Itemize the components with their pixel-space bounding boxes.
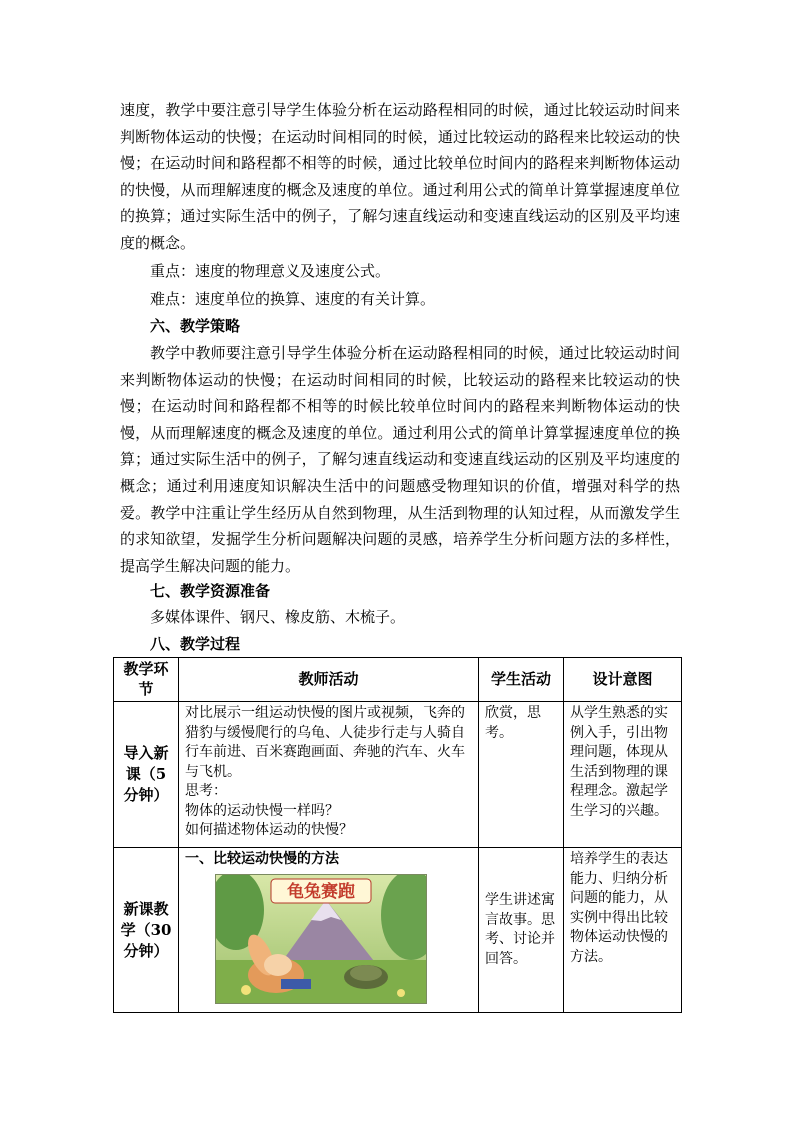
section-7-title: 七、教学资源准备	[150, 582, 271, 600]
intro-paragraph: 速度，教学中要注意引导学生体验分析在运动路程相同的时候，通过比较运动时间来判断物体运动的快慢；在运动时间相同的时候，通过比较运动的路程来比较运动的快慢；在运动时间和路程都不相等的时候，通过比较单位时间内的路程来判断物体运动的快慢，从而理解速度的概念及速度的单位。通过利用公式的简单计算掌握速度单位的换算；通过实际生活中的例子，了解匀速直线运动和变速直线运动的区别及平均速度的概念。	[120, 101, 680, 252]
row2-teacher-activity	[179, 848, 479, 1013]
table-header-row	[114, 658, 682, 702]
row1-teacher-line: 如何描述物体运动的快慢？	[185, 822, 353, 838]
row1-teacher-line: 思考：	[185, 783, 227, 799]
row2-design-intent: 培养学生的表达能力、归纳分析问题的能力，从实例中得出比较物体运动快慢的方法。	[564, 848, 682, 1013]
table-row	[114, 702, 682, 848]
section-7-text: 多媒体课件、钢尺、橡皮筋、木梳子。	[150, 608, 406, 626]
row1-student-activity: 欣赏，思考。	[479, 702, 564, 848]
teaching-process-table	[113, 657, 682, 1013]
header-student-activity: 学生活动	[479, 658, 564, 702]
row1-stage: 导入新课（5分钟）	[114, 702, 179, 848]
section-8-title: 八、教学过程	[150, 635, 241, 653]
section-6-title: 六、教学策略	[150, 317, 241, 335]
header-stage: 教学环节	[114, 658, 179, 702]
difficult-point: 难点：速度单位的换算、速度的有关计算。	[150, 290, 436, 308]
table-row	[114, 848, 682, 1013]
row2-stage: 新课教学（30分钟）	[114, 848, 179, 1013]
section-6-text: 教学中教师要注意引导学生体验分析在运动路程相同的时候，通过比较运动时间来判断物体运动的快慢；在运动时间相同的时候，比较运动的路程来比较运动的快慢；在运动时间和路程都不相等的时候比较单位时间内的路程来判断物体运动的快慢，从而理解速度的概念及速度的单位。通过利用公式的简单计算掌握速度单位的换算；通过实际生活中的例子，了解匀速直线运动和变速直线运动的区别及平均速度的概念；通过利用速度知识解决生活中的问题感受物理知识的价值，增强对科学的热爱。教学中注重让学生经历从自然到物理，从生活到物理的认知过程，从而激发学生的求知欲望，发掘学生分析问题解决问题的灵感，培养学生分析问题方法的多样性，提高学生解决问题的能力。	[120, 344, 680, 575]
picture-title: 龟兔赛跑	[287, 881, 355, 902]
header-teacher-activity: 教师活动	[179, 658, 479, 702]
row2-teacher-heading: 一、比较运动快慢的方法	[185, 851, 339, 867]
tortoise-hare-picture	[216, 875, 426, 1003]
row1-teacher-line: 物体的运动快慢一样吗？	[185, 802, 339, 819]
row1-design-intent: 从学生熟悉的实例入手，引出物理问题，体现从生活到物理的课程理念。激起学生学习的兴趣。	[564, 702, 682, 848]
tortoise-hare-illustration	[215, 874, 427, 1004]
row2-student-activity: 学生讲述寓言故事。思考、讨论并回答。	[479, 848, 564, 1013]
row1-teacher-activity	[179, 702, 479, 848]
header-design-intent: 设计意图	[564, 658, 682, 702]
row1-teacher-line: 对比展示一组运动快慢的图片或视频，飞奔的猎豹与缓慢爬行的乌龟、人徒步行走与人骑自行车前进、百米赛跑画面、奔驰的汽车、火车与飞机。	[185, 705, 465, 780]
key-point: 重点：速度的物理意义及速度公式。	[150, 262, 391, 280]
